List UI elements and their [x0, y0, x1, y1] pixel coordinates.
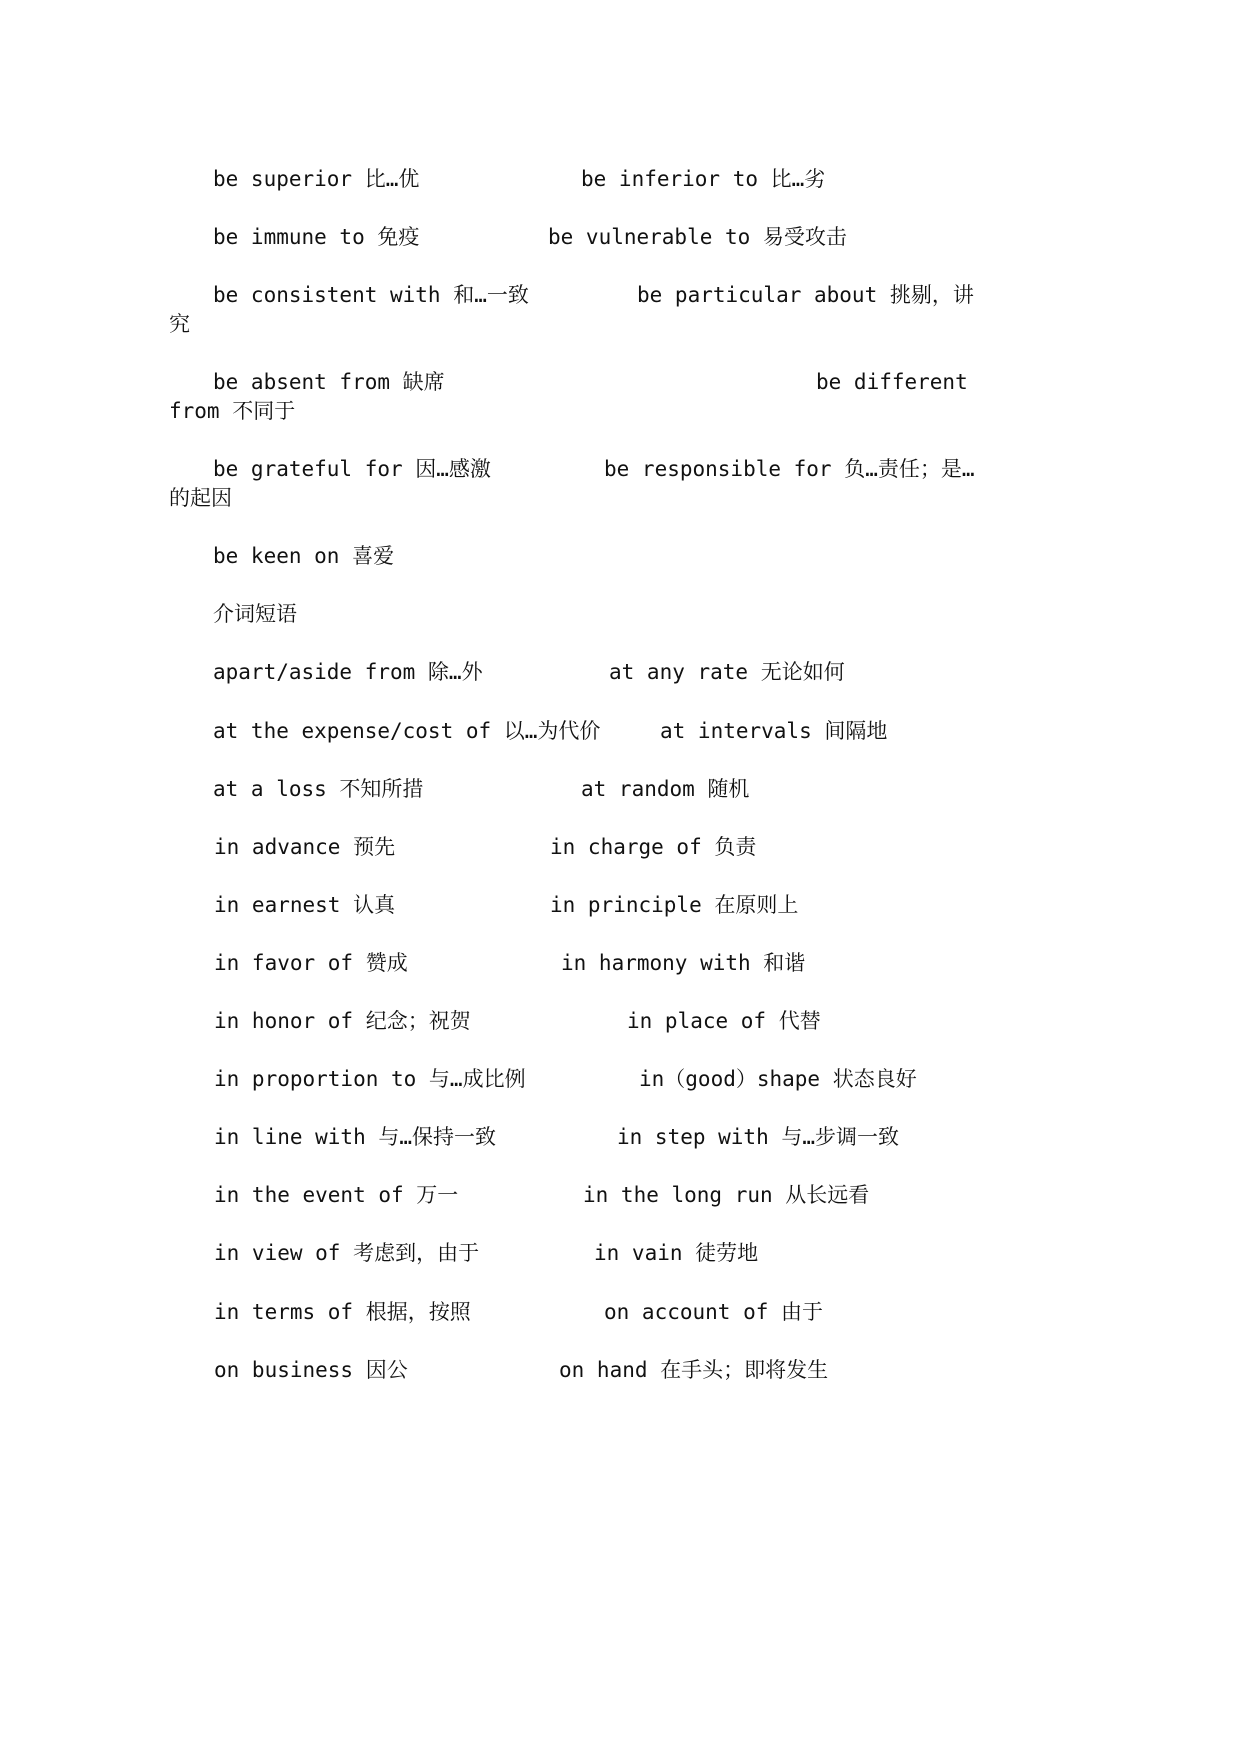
phrase-left: in advance 预先 [214, 835, 396, 859]
phrase-left: in the event of 万一 [214, 1183, 459, 1207]
phrase-right: in the long run 从长远看 [583, 1183, 870, 1207]
phrase-right: be vulnerable to 易受攻击 [548, 225, 847, 249]
phrase-right: in principle 在原则上 [550, 893, 799, 917]
phrase-right: in（good）shape 状态良好 [639, 1067, 917, 1091]
phrase-left: be immune to 免疫 [213, 225, 420, 249]
phrase-continuation: 的起因 [169, 486, 232, 510]
phrase-right: at random 随机 [581, 777, 750, 801]
phrase-right: in harmony with 和谐 [561, 951, 806, 975]
phrase-left: be superior 比…优 [213, 167, 420, 191]
phrase-right: in place of 代替 [627, 1009, 821, 1033]
phrase-left: apart/aside from 除…外 [213, 660, 483, 684]
phrase-left: in proportion to 与…成比例 [214, 1067, 526, 1091]
phrase-right: be responsible for 负…责任；是… [604, 457, 975, 481]
phrase-left: in terms of 根据，按照 [214, 1300, 471, 1324]
phrase-left: at a loss 不知所措 [213, 777, 424, 801]
phrase-left: in honor of 纪念；祝贺 [214, 1009, 471, 1033]
phrase-left: be consistent with 和…一致 [213, 283, 529, 307]
phrase-right: be particular about 挑剔，讲 [637, 283, 974, 307]
phrase-right: in charge of 负责 [550, 835, 757, 859]
phrase-left: be absent from 缺席 [213, 370, 445, 394]
phrase-left: be grateful for 因…感激 [213, 457, 491, 481]
phrase-right: on hand 在手头；即将发生 [559, 1358, 829, 1382]
phrase-right: on account of 由于 [604, 1300, 824, 1324]
phrase-right: be inferior to 比…劣 [581, 167, 826, 191]
section-heading: 介词短语 [213, 602, 297, 626]
phrase-right: at any rate 无论如何 [609, 660, 845, 684]
phrase-right: in vain 徒劳地 [594, 1241, 759, 1265]
phrase-left: on business 因公 [214, 1358, 408, 1382]
phrase-continuation: 究 [169, 312, 190, 336]
phrase-left: be keen on 喜爱 [213, 544, 395, 568]
phrase-left: at the expense/cost of 以…为代价 [213, 719, 601, 743]
phrase-left: in view of 考虑到，由于 [214, 1241, 480, 1265]
phrase-continuation: from 不同于 [169, 399, 296, 423]
phrase-left: in line with 与…保持一致 [214, 1125, 497, 1149]
phrase-right: be different [816, 370, 968, 394]
phrase-right: at intervals 间隔地 [660, 719, 888, 743]
phrase-left: in favor of 赞成 [214, 951, 408, 975]
phrase-right: in step with 与…步调一致 [617, 1125, 900, 1149]
phrase-left: in earnest 认真 [214, 893, 396, 917]
